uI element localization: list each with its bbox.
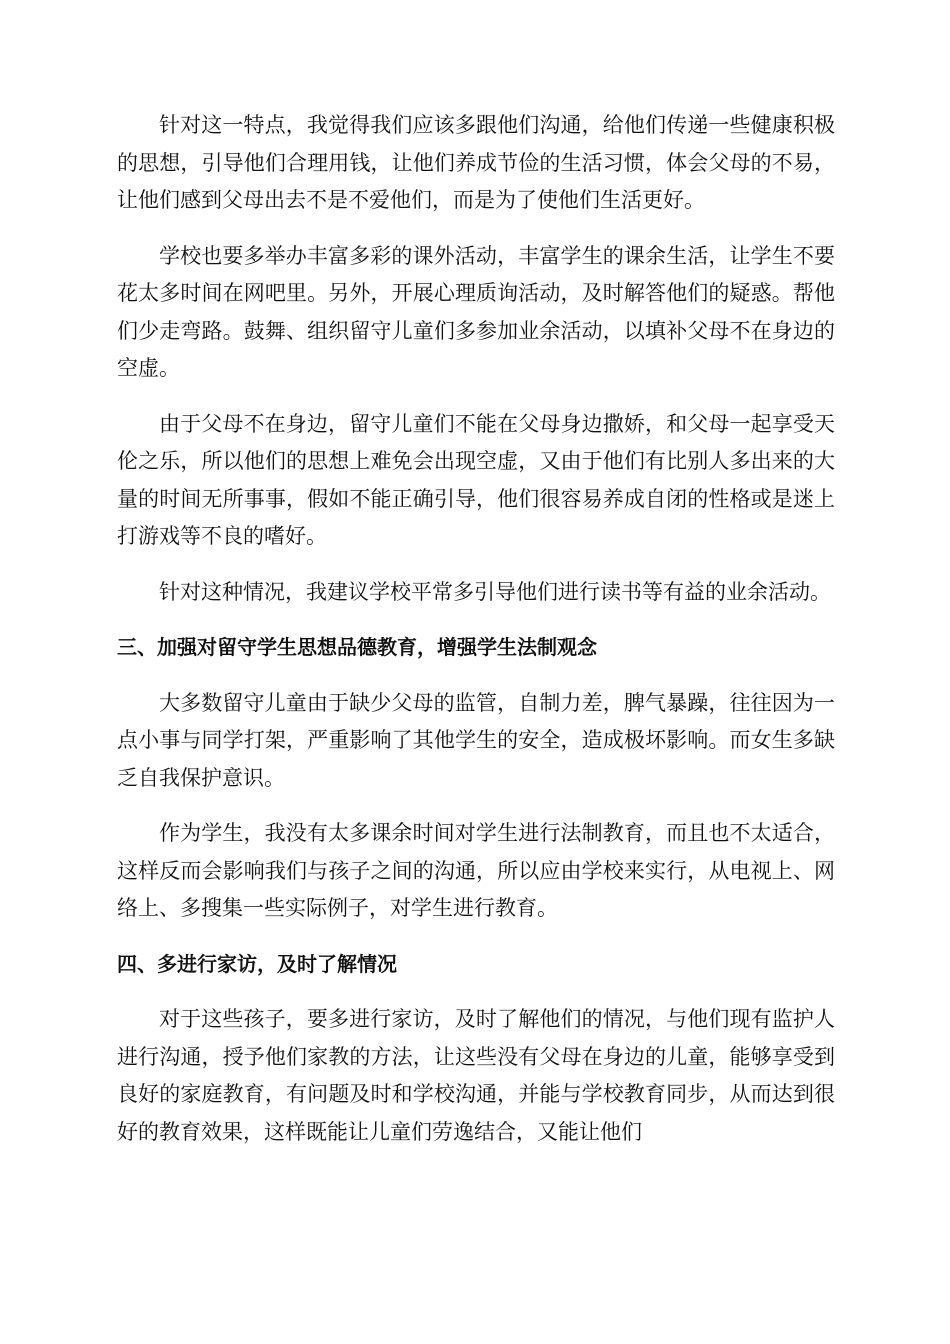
section-heading-4: 四、多进行家访，及时了解情况 xyxy=(117,951,397,976)
paragraph-6: 作为学生，我没有太多课余时间对学生进行法制教育，而且也不太适合，这样反而会影响我们与孩子之间的沟通，所以应由学校来实行，从电视上、网络上、多搜集一些实际例子，对学生进行教育。 xyxy=(117,821,835,920)
document-page xyxy=(117,107,835,1169)
section-heading-3: 三、加强对留守学生思想品德教育，增强学生法制观念 xyxy=(117,635,597,659)
paragraph-4: 针对这种情况，我建议学校平常多引导他们进行读书等有益的业余活动。 xyxy=(159,579,831,604)
paragraph-2: 学校也要多举办丰富多彩的课外活动，丰富学生的课余生活，让学生不要花太多时间在网吧里。另外，开展心理质询活动，及时解答他们的疑惑。帮他们少走弯路。鼓舞、组织留守儿童们多参加业余活动，以填补父母不在身边的空虚。 xyxy=(117,243,835,380)
paragraph-1: 针对这一特点，我觉得我们应该多跟他们沟通，给他们传递一些健康积极的思想，引导他们合理用钱，让他们养成节俭的生活习惯，体会父母的不易，让他们感到父母出去不是不爱他们，而是为了使他们生活更好。 xyxy=(117,113,835,212)
paragraph-7: 对于这些孩子，要多进行家访，及时了解他们的情况，与他们现有监护人进行沟通，授予他们家教的方法，让这些没有父母在身边的儿童，能够享受到良好的家庭教育，有问题及时和学校沟通，并能与学校教育同步，从而达到很好的教育效果，这样既能让儿童们劳逸结合，又能让他们 xyxy=(117,1007,835,1144)
paragraph-5: 大多数留守儿童由于缺少父母的监管，自制力差，脾气暴躁，往往因为一点小事与同学打架，严重影响了其他学生的安全，造成极坏影响。而女生多缺乏自我保护意识。 xyxy=(117,690,835,790)
paragraph-3: 由于父母不在身边，留守儿童们不能在父母身边撒娇，和父母一起享受天伦之乐，所以他们的思想上难免会出现空虚，又由于他们有比别人多出来的大量的时间无所事事，假如不能正确引导，他们很容易养成自闭的性格或是迷上打游戏等不良的嗜好。 xyxy=(117,411,835,548)
